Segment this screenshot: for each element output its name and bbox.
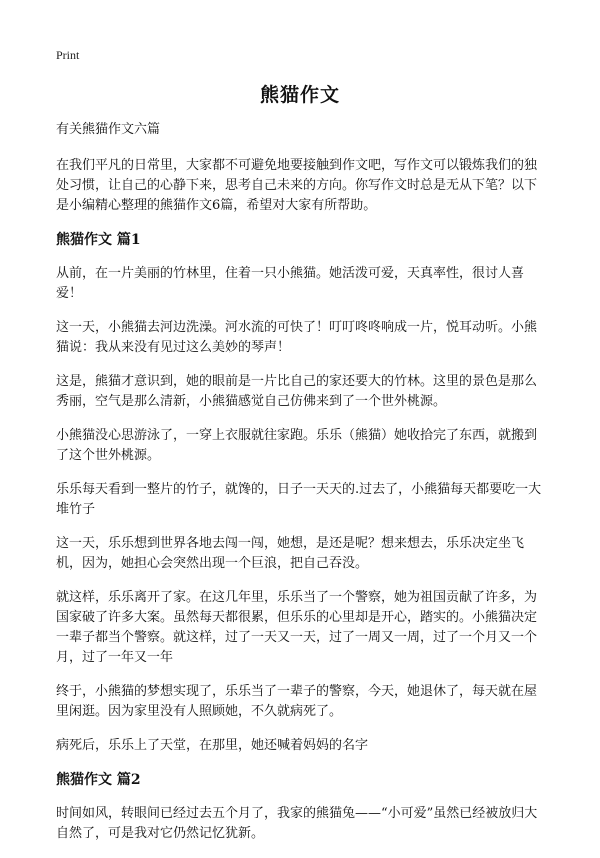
paragraph: 时间如风，转眼间已经过去五个月了，我家的熊猫兔——“小可爱”虽然已经被放归大自然了，可是我对它仍然记忆犹新。 bbox=[56, 806, 538, 841]
section-heading: 熊猫作文 篇1 bbox=[56, 232, 141, 248]
paragraph: 就这样，乐乐离开了家。在这几年里，乐乐当了一个警察，她为祖国贡献了许多，为国家破了许多大案。虽然每天都很累，但乐乐的心里却是开心，踏实的。小熊猫决定一辈子都当个警察。就这样，过了一天又一天，过了一周又一周，过了一个月又一个月，过了一年又一年 bbox=[56, 590, 538, 665]
print-label: Print bbox=[56, 48, 80, 62]
paragraph: 这一天，乐乐想到世界各地去闯一闯，她想，是还是呢？想来想去，乐乐决定坐飞机，因为，她担心会突然出现一个巨浪，把自己吞没。 bbox=[56, 536, 525, 571]
paragraph: 这一天，小熊猫去河边洗澡。河水流的可快了！叮叮咚咚响成一片，悦耳动听。小熊猫说：我从来没有见过这么美妙的琴声！ bbox=[56, 320, 538, 355]
section-heading: 熊猫作文 篇2 bbox=[56, 772, 141, 788]
paragraph: 小熊猫没心思游泳了，一穿上衣服就往家跑。乐乐（熊猫）她收拾完了东西，就搬到了这个世外桃源。 bbox=[56, 428, 538, 463]
document-subtitle: 有关熊猫作文六篇 bbox=[56, 122, 161, 137]
paragraph: 从前，在一片美丽的竹林里，住着一只小熊猫。她活泼可爱，天真率性，很讨人喜爱！ bbox=[56, 266, 525, 301]
paragraph: 乐乐每天看到一整片的竹子，就馋的，日子一天天的.过去了，小熊猫每天都要吃一大堆竹子 bbox=[56, 482, 542, 517]
paragraph: 终于，小熊猫的梦想实现了，乐乐当了一辈子的警察，今天，她退休了，每天就在屋里闲逛。因为家里没有人照顾她，不久就病死了。 bbox=[56, 684, 538, 719]
paragraph: 病死后，乐乐上了天堂，在那里，她还喊着妈妈的名字 bbox=[56, 738, 369, 753]
page-title: 熊猫作文 bbox=[259, 84, 340, 106]
intro-paragraph: 在我们平凡的日常里，大家都不可避免地要接触到作文吧，写作文可以锻炼我们的独处习惯，让自己的心静下来，思考自己未来的方向。你写作文时总是无从下笔？以下是小编精心整理的熊猫作文6篇，希望对大家有所帮助。 bbox=[56, 158, 538, 213]
document-body bbox=[56, 120, 548, 858]
paragraph: 这是，熊猫才意识到，她的眼前是一片比自己的家还要大的竹林。这里的景色是那么秀丽，空气是那么清新，小熊猫感觉自己仿佛来到了一个世外桃源。 bbox=[56, 374, 538, 409]
